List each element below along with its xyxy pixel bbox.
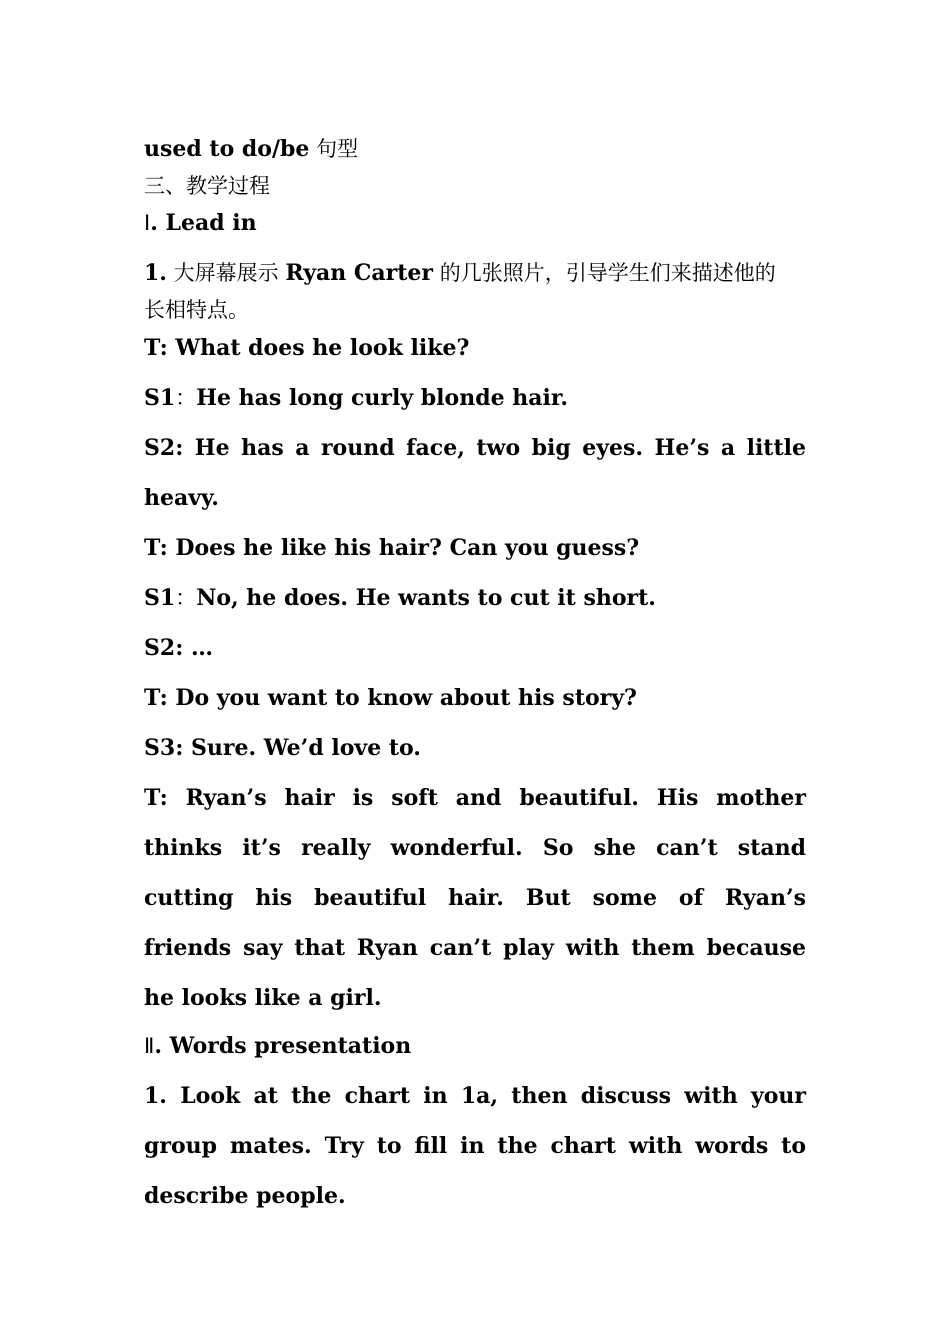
grammar-pattern: used to do/be: [144, 136, 310, 162]
dialogue-line: [144, 383, 806, 414]
dialogue-line: S2: …: [144, 635, 213, 661]
person-name: Ryan Carter: [285, 260, 434, 286]
instruction-line: group mates. Try to fill in the chart with words to: [144, 1133, 806, 1159]
words-presentation-title: . Words presentation: [154, 1033, 412, 1059]
grammar-pattern-cn: 句型: [309, 137, 359, 161]
section-heading-lead-in: [144, 208, 806, 239]
step-1-line: [144, 258, 806, 289]
roman-numeral-2: Ⅱ: [144, 1034, 155, 1058]
section-heading-words: [144, 1031, 806, 1062]
speaker: S1: [144, 385, 176, 411]
paragraph-line: cutting his beautiful hair. But some of Ryan’s: [144, 885, 806, 911]
dialogue-line: T: Do you want to know about his story?: [144, 685, 637, 711]
instruction-line: 1. Look at the chart in 1a, then discuss with your: [144, 1083, 806, 1109]
step-text-cn: 大屏幕展示: [166, 261, 286, 285]
dialogue-line: T: Does he like his hair? Can you guess?: [144, 535, 640, 561]
utterance: No, he does. He wants to cut it short.: [196, 585, 656, 611]
dialogue-line-cont: heavy.: [144, 485, 219, 511]
colon: ：: [175, 586, 197, 610]
paragraph-line: thinks it’s really wonderful. So she can’t stand: [144, 835, 806, 861]
paragraph-line: T: Ryan’s hair is soft and beautiful. His mother: [144, 785, 806, 811]
paragraph-line-last: he looks like a girl.: [144, 985, 382, 1011]
instruction-line-last: describe people.: [144, 1183, 346, 1209]
dialogue-line: S3: Sure. We’d love to.: [144, 735, 421, 761]
colon: ：: [175, 386, 197, 410]
dialogue-line: [144, 583, 806, 614]
dialogue-line: T: What does he look like?: [144, 335, 470, 361]
step-1-line-2: 长相特点。: [144, 298, 249, 322]
step-text-cn-2: 的几张照片，引导学生们来描述他的: [433, 261, 776, 285]
section-heading-teaching-process: 三、教学过程: [144, 174, 270, 198]
roman-numeral-1: Ⅰ: [144, 211, 151, 235]
step-number: 1.: [144, 260, 167, 286]
line-used-to: [144, 134, 806, 165]
speaker: S1: [144, 585, 176, 611]
lead-in-title: . Lead in: [150, 210, 257, 236]
utterance: He has long curly blonde hair.: [196, 385, 569, 411]
paragraph-line: friends say that Ryan can’t play with them because: [144, 935, 806, 961]
dialogue-line: S2: He has a round face, two big eyes. He’s a little: [144, 435, 806, 461]
